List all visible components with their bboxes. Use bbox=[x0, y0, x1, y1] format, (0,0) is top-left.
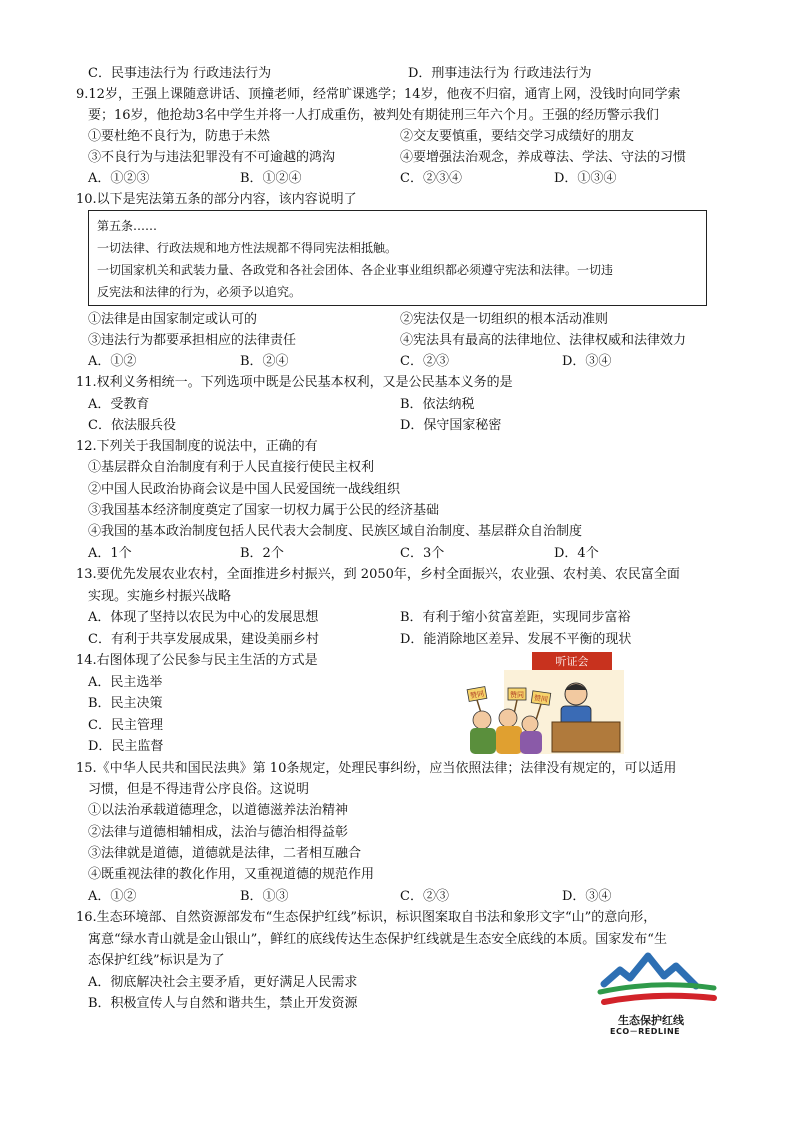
q9-statement-1: ①要杜绝不良行为，防患于未然 bbox=[88, 129, 271, 144]
q10-statement-3: ③违法行为都要承担相应的法律责任 bbox=[88, 333, 297, 348]
q9-option-c: C．②③④ bbox=[400, 171, 462, 186]
excerpt-para-1: 一切法律、行政法规和地方性法规都不得同宪法相抵触。 bbox=[97, 241, 398, 255]
q15-option-a: A．①② bbox=[88, 889, 137, 904]
q10-option-b: B．②④ bbox=[240, 354, 289, 369]
q16-stem-line3: 态保护红线”标识是为了 bbox=[88, 953, 225, 968]
q9-option-d: D．①③④ bbox=[554, 171, 617, 186]
q10-option-d: D．③④ bbox=[562, 354, 612, 369]
hearing-banner-text: 听证会 bbox=[555, 655, 589, 668]
excerpt-title: 第五条…… bbox=[97, 219, 158, 233]
excerpt-para-2: 一切国家机关和武装力量、各政党和各社会团体、各企业事业组织都必须遵守宪法和法律。一切违 bbox=[97, 263, 614, 277]
eco-logo-cn: 生态保护红线 bbox=[618, 1014, 684, 1027]
q13-option-a: A．体现了坚持以农民为中心的发展思想 bbox=[88, 610, 319, 625]
q13-option-c: C．有利于共享发展成果，建设美丽乡村 bbox=[88, 632, 319, 647]
q10-statement-4: ④宪法具有最高的法律地位、法律权威和法律效力 bbox=[400, 333, 687, 348]
q15-option-b: B．①③ bbox=[240, 889, 289, 904]
q10-statement-2: ②宪法仅是一切组织的根本活动准则 bbox=[400, 312, 609, 327]
q13-stem-line2: 实现。实施乡村振兴战略 bbox=[88, 589, 232, 604]
q12-option-a: A．1个 bbox=[88, 546, 132, 561]
q15-option-c: C．②③ bbox=[400, 889, 449, 904]
q16-option-a: A．彻底解决社会主要矛盾，更好满足人民需求 bbox=[88, 975, 358, 990]
q8-option-c: C．民事违法行为 行政违法行为 bbox=[88, 66, 272, 81]
sign-2-text: 赞同 bbox=[510, 691, 524, 699]
sign-1-text: 赞同 bbox=[469, 689, 485, 701]
q10-option-c: C．②③ bbox=[400, 354, 449, 369]
q9-stem-line2: 要；16岁，他抢劫3名中学生并将一人打成重伤，被判处有期徒刑三年六个月。王强的经历警示我们 bbox=[88, 108, 659, 123]
eco-logo-en: ECO－REDLINE bbox=[610, 1027, 681, 1036]
q12-statement-3: ③我国基本经济制度奠定了国家一切权力属于公民的经济基础 bbox=[88, 503, 440, 518]
q9-option-b: B．①②④ bbox=[240, 171, 302, 186]
q11-stem: 11.权利义务相统一。下列选项中既是公民基本权利，又是公民基本义务的是 bbox=[76, 375, 513, 390]
hearing-illustration bbox=[464, 650, 624, 754]
q12-statement-4: ④我国的基本政治制度包括人民代表大会制度、民族区域自治制度、基层群众自治制度 bbox=[88, 524, 583, 539]
excerpt-para-3: 反宪法和法律的行为，必须予以追究。 bbox=[97, 285, 302, 299]
q11-option-a: A．受教育 bbox=[88, 397, 150, 412]
q14-stem: 14.右图体现了公民参与民主生活的方式是 bbox=[76, 653, 318, 668]
q12-option-b: B．2个 bbox=[240, 546, 284, 561]
q12-option-c: C．3个 bbox=[400, 546, 445, 561]
q10-option-a: A．①② bbox=[88, 354, 137, 369]
q14-option-b: B．民主决策 bbox=[88, 696, 163, 711]
q11-option-b: B．依法纳税 bbox=[400, 397, 475, 412]
q16-option-b: B．积极宣传人与自然和谐共生，禁止开发资源 bbox=[88, 996, 358, 1011]
q9-stem-line1: 9.12岁，王强上课随意讲话、顶撞老师，经常旷课逃学；14岁，他夜不归宿，通宵上网，没钱时向同学索 bbox=[76, 87, 681, 102]
eco-redline-logo bbox=[596, 948, 720, 1040]
eco-redline-mountain-icon bbox=[596, 948, 720, 1010]
q10-statement-1: ①法律是由国家制定或认可的 bbox=[88, 312, 258, 327]
q15-option-d: D．③④ bbox=[562, 889, 612, 904]
q12-option-d: D．4个 bbox=[554, 546, 599, 561]
q13-stem-line1: 13.要优先发展农业农村，全面推进乡村振兴，到 2050年，乡村全面振兴，农业强、农村美、农民富全面 bbox=[76, 567, 680, 582]
q15-statement-1: ①以法治承载道德理念，以道德滋养法治精神 bbox=[88, 803, 349, 818]
q16-stem-line2: 寓意“绿水青山就是金山银山”，鲜红的底线传达生态保护红线就是生态安全底线的本质。国家发布“生 bbox=[88, 932, 667, 947]
q15-statement-2: ②法律与道德相辅相成，法治与德治相得益彰 bbox=[88, 825, 349, 840]
q15-stem-line2: 习惯，但是不得违背公序良俗。这说明 bbox=[88, 782, 310, 797]
q12-statement-2: ②中国人民政治协商会议是中国人民爱国统一战线组织 bbox=[88, 482, 401, 497]
q9-statement-3: ③不良行为与违法犯罪没有不可逾越的鸿沟 bbox=[88, 150, 336, 165]
q16-stem-line1: 16.生态环境部、自然资源部发布“生态保护红线”标识，标识图案取自书法和象形文字“山”的意向形， bbox=[76, 910, 657, 925]
q10-stem: 10.以下是宪法第五条的部分内容，该内容说明了 bbox=[76, 192, 357, 207]
q14-option-a: A．民主选举 bbox=[88, 675, 163, 690]
sign-3-text: 赞同 bbox=[533, 694, 549, 704]
q9-statement-2: ②交友要慎重，要结交学习成绩好的朋友 bbox=[400, 129, 635, 144]
q11-option-d: D．保守国家秘密 bbox=[400, 418, 502, 433]
q14-option-c: C．民主管理 bbox=[88, 718, 163, 733]
q13-option-d: D．能消除地区差异、发展不平衡的现状 bbox=[400, 632, 632, 647]
q11-option-c: C．依法服兵役 bbox=[88, 418, 176, 433]
hearing-illustration-svg bbox=[464, 650, 624, 754]
q15-statement-3: ③法律就是道德，道德就是法律，二者相互融合 bbox=[88, 846, 362, 861]
constitution-excerpt-box bbox=[88, 210, 707, 306]
q9-statement-4: ④要增强法治观念，养成尊法、学法、守法的习惯 bbox=[400, 150, 687, 165]
q15-statement-4: ④既重视法律的教化作用，又重视道德的规范作用 bbox=[88, 867, 375, 882]
q9-option-a: A．①②③ bbox=[88, 171, 150, 186]
q13-option-b: B．有利于缩小贫富差距，实现同步富裕 bbox=[400, 610, 631, 625]
q15-stem-line1: 15.《中华人民共和国民法典》第 10条规定，处理民事纠纷，应当依照法律；法律没有规定的，可以适用 bbox=[76, 761, 677, 776]
q12-stem: 12.下列关于我国制度的说法中，正确的有 bbox=[76, 439, 318, 454]
q14-option-d: D．民主监督 bbox=[88, 739, 164, 754]
q12-statement-1: ①基层群众自治制度有利于人民直接行使民主权利 bbox=[88, 460, 375, 475]
q8-option-d: D．刑事违法行为 行政违法行为 bbox=[408, 66, 592, 81]
